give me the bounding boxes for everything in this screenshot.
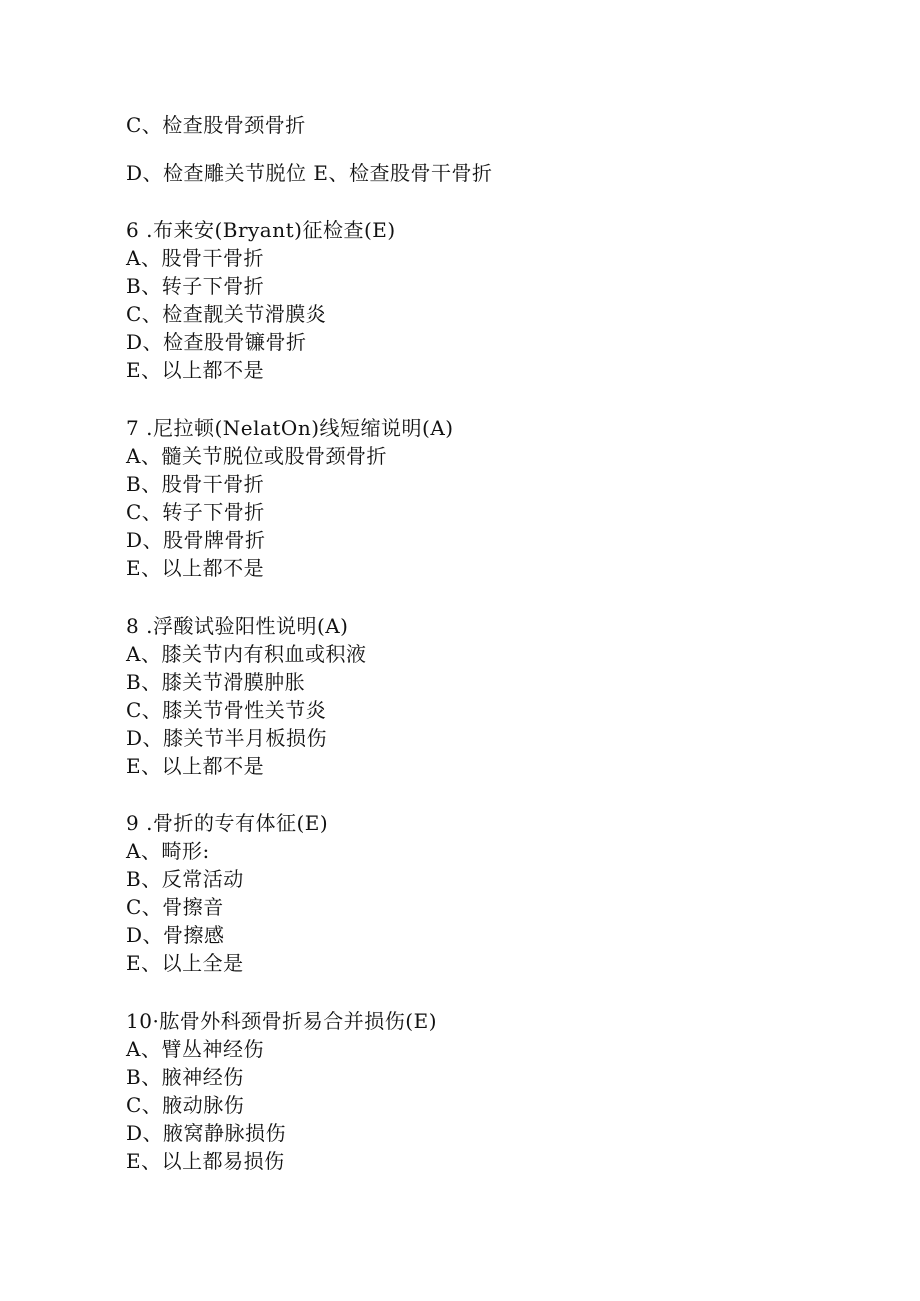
q6-option-e: E、以上都不是: [126, 358, 265, 382]
q10-option-e: E、以上都易损伤: [126, 1149, 285, 1173]
q9-option-e: E、以上全是: [126, 951, 244, 975]
q8-option-b: B、膝关节滑膜肿胀: [126, 670, 306, 694]
question-7: 7 .尼拉顿(NelatOn)线短缩说明(A): [126, 416, 454, 440]
q7-option-e: E、以上都不是: [126, 556, 265, 580]
q9-option-d: D、骨擦感: [126, 923, 225, 947]
q6-option-a: A、股骨干骨折: [126, 246, 264, 270]
question-9: 9 .骨折的专有体征(E): [126, 811, 329, 835]
question-8: 8 .浮酸试验阳性说明(A): [126, 614, 349, 638]
option-d-e-line: D、检查雕关节脱位 E、检查股骨干骨折: [126, 161, 493, 185]
q8-option-c: C、膝关节骨性关节炎: [126, 698, 327, 722]
q10-option-c: C、腋动脉伤: [126, 1093, 245, 1117]
q8-option-d: D、膝关节半月板损伤: [126, 726, 328, 750]
q9-option-b: B、反常活动: [126, 867, 244, 891]
q9-option-c: C、骨擦音: [126, 895, 224, 919]
q9-option-a: A、畸形:: [126, 839, 210, 863]
q10-option-d: D、腋窝静脉损伤: [126, 1121, 287, 1145]
q8-option-a: A、膝关节内有积血或积液: [126, 642, 367, 666]
question-10: 10·肱骨外科颈骨折易合并损伤(E): [126, 1009, 438, 1033]
q7-option-c: C、转子下骨折: [126, 500, 265, 524]
q7-option-b: B、股骨干骨折: [126, 472, 265, 496]
q10-option-a: A、臂丛神经伤: [126, 1037, 264, 1061]
q6-option-d: D、检查股骨镰骨折: [126, 330, 307, 354]
q7-option-a: A、髓关节脱位或股骨颈骨折: [126, 444, 387, 468]
question-6: 6 .布来安(Bryant)征检查(E): [126, 218, 396, 242]
q7-option-d: D、股骨牌骨折: [126, 528, 266, 552]
q10-option-b: B、腋神经伤: [126, 1065, 244, 1089]
q6-option-c: C、检查靓关节滑膜炎: [126, 302, 327, 326]
q8-option-e: E、以上都不是: [126, 754, 265, 778]
option-c-femoral-neck: C、检查股骨颈骨折: [126, 113, 306, 137]
q6-option-b: B、转子下骨折: [126, 274, 265, 298]
